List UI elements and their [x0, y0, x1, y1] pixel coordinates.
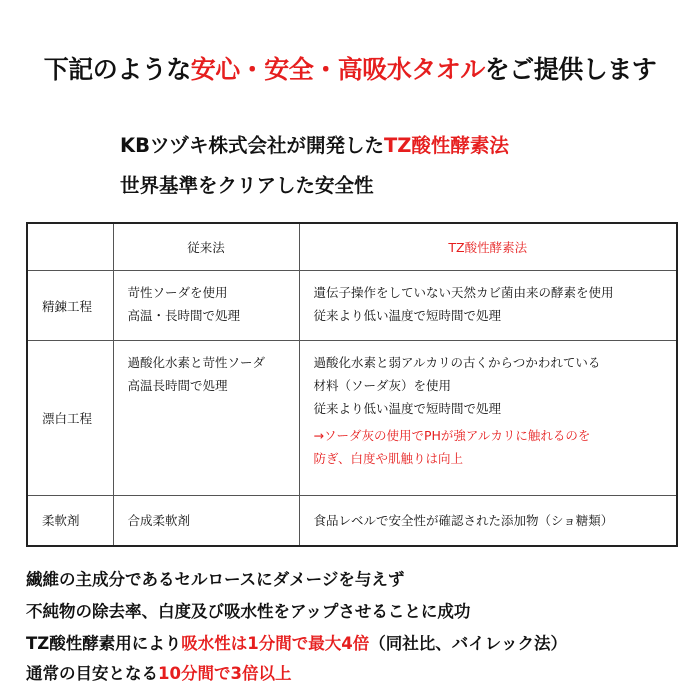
summary-line-4: [26, 660, 291, 684]
table-row: [27, 496, 677, 546]
headline-part1: 下記のような: [43, 55, 191, 84]
summary-line-3: [26, 630, 567, 654]
tz-cell: [299, 341, 677, 496]
subheading-prefix: KBツヅキ株式会社が開発した: [120, 134, 384, 157]
headline-highlight: 安心・安全・高吸水タオル: [190, 55, 485, 84]
tz-note-line: 防ぎ、白度や肌触りは向上: [313, 451, 464, 466]
conventional-cell: [113, 341, 299, 496]
step-label: 柔軟剤: [27, 496, 113, 546]
table-row: [27, 341, 677, 496]
table-header-empty: [27, 223, 113, 271]
conventional-line: 合成柔軟剤: [127, 512, 191, 528]
summary-line-3-prefix: TZ酸性酵素用により: [26, 634, 182, 653]
summary-line-4-prefix: 通常の目安となる: [26, 664, 158, 683]
summary-line-3-highlight: 吸水性は1分間で最大4倍: [181, 634, 370, 653]
subheading-line1: [120, 130, 509, 158]
conventional-line: 高温・長時間で処理: [127, 308, 241, 323]
comparison-table: [26, 222, 678, 547]
tz-line: 従来より低い温度で短時間で処理: [313, 401, 502, 416]
step-label: 精錬工程: [27, 271, 113, 341]
headline: [0, 50, 700, 86]
step-label: 漂白工程: [27, 341, 113, 496]
table-header-conventional: 従来法: [113, 223, 299, 271]
table-header-row: [27, 223, 677, 271]
subheading-line2: 世界基準をクリアした安全性: [120, 174, 374, 197]
conventional-line: 過酸化水素と苛性ソーダ: [127, 355, 266, 370]
tz-line: 過酸化水素と弱アルカリの古くからつかわれている: [313, 355, 601, 370]
tz-cell: [299, 271, 677, 341]
tz-cell: [299, 496, 677, 546]
tz-note-line: →ソーダ灰の使用でPHが強アルカリに触れるのを: [313, 428, 591, 443]
summary-line-3-suffix: （同社比、バイレック法）: [369, 634, 568, 653]
tz-line: 従来より低い温度で短時間で処理: [313, 308, 502, 323]
summary-line-4-highlight: 10分間で3倍以上: [158, 664, 292, 683]
conventional-line: 高温長時間で処理: [127, 378, 228, 393]
subheading-highlight: TZ酸性酵素法: [383, 134, 509, 157]
headline-part2: をご提供します: [484, 55, 657, 84]
conventional-line: 苛性ソーダを使用: [127, 285, 228, 300]
conventional-cell: [113, 271, 299, 341]
tz-line: 食品レベルで安全性が確認された添加物（ショ糖類）: [313, 512, 614, 528]
table-header-tz: TZ酸性酵素法: [299, 223, 677, 271]
conventional-cell: [113, 496, 299, 546]
summary-line-2: 不純物の除去率、白度及び吸水性をアップさせることに成功: [26, 602, 471, 621]
tz-line: 遺伝子操作をしていない天然カビ菌由来の酵素を使用: [313, 285, 614, 300]
tz-line: 材料（ソーダ灰）を使用: [313, 378, 452, 393]
summary-line-1: 繊維の主成分であるセルロースにダメージを与えず: [26, 570, 405, 589]
table-row: [27, 271, 677, 341]
